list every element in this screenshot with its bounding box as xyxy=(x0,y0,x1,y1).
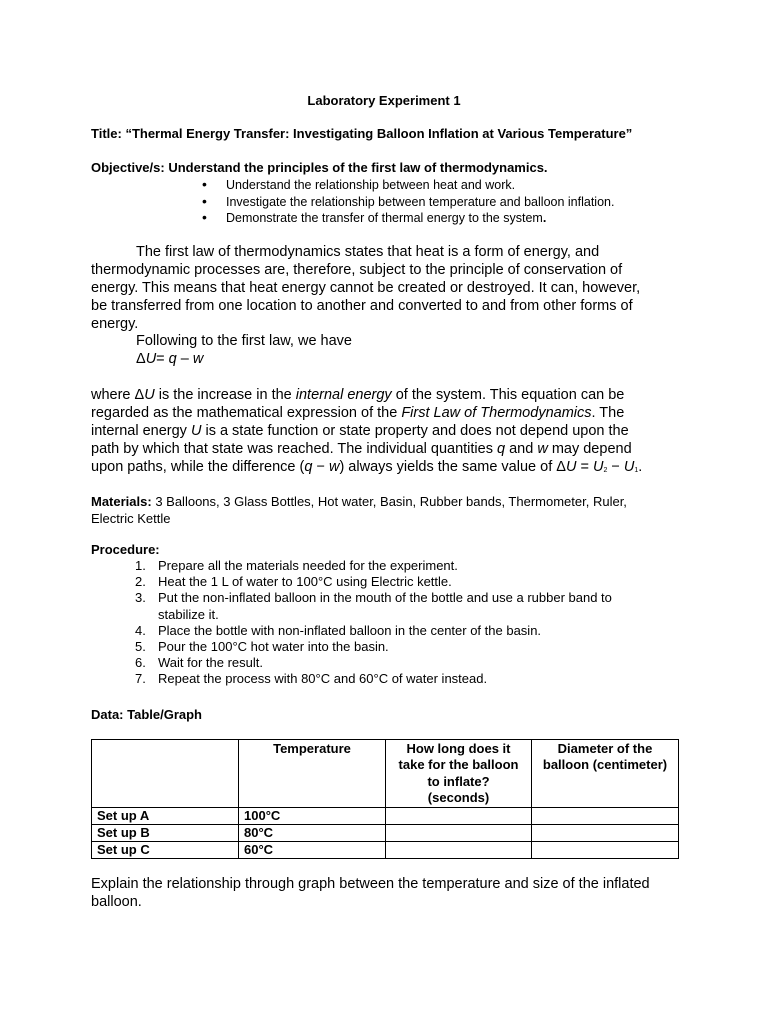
data-heading: Data: Table/Graph xyxy=(91,707,203,722)
list-item: 6. Wait for the result. xyxy=(135,655,263,671)
document-title: Laboratory Experiment 1 xyxy=(307,93,461,108)
first-law-paragraph: The first law of thermodynamics states that heat is a form of energy, and thermodynamic processes are, therefore, subject to the principle of conservation of energy. This means that heat energy cannot be created or destroyed. It can, however, be transferred from one location to another and converted to and from other forms of energy. xyxy=(91,244,641,332)
bullet-icon: • xyxy=(202,176,207,192)
table-header-row xyxy=(92,740,679,808)
table-header-inflate-time: How long does it take for the balloon to inflate? (seconds) xyxy=(386,740,532,808)
table-row: Set up B 80°C xyxy=(92,825,679,842)
list-item: 5. Pour the 100°C hot water into the basin. xyxy=(135,639,389,655)
bullet-icon: • xyxy=(202,209,207,225)
objectives-list xyxy=(202,177,614,227)
following-line: Following to the first law, we have xyxy=(136,333,352,349)
data-table xyxy=(91,739,679,859)
table-header-empty xyxy=(92,740,239,808)
materials-label: Materials: xyxy=(91,494,152,509)
list-item: • Investigate the relationship between temperature and balloon inflation. xyxy=(202,192,615,209)
procedure-heading: Procedure: xyxy=(91,542,160,557)
list-item: • Understand the relationship between heat and work. xyxy=(202,176,516,192)
explain-prompt: Explain the relationship through graph between the temperature and size of the inflated balloon. xyxy=(91,876,650,910)
list-item: stabilize it. xyxy=(158,606,219,622)
materials-section: Materials: 3 Balloons, 3 Glass Bottles, Hot water, Basin, Rubber bands, Thermometer, Ruler, Electric Kettle xyxy=(91,494,627,526)
list-item: • Demonstrate the transfer of thermal energy to the system. xyxy=(202,209,547,225)
procedure-steps xyxy=(135,558,612,688)
first-law-equation: ΔU= q – w xyxy=(136,351,204,367)
bullet-icon: • xyxy=(202,192,207,209)
list-item: 7. Repeat the process with 80°C and 60°C of water instead. xyxy=(135,671,488,687)
objective-text: Understand the principles of the first law of thermodynamics. xyxy=(164,160,548,175)
experiment-title xyxy=(91,126,632,141)
equation-block xyxy=(136,332,352,368)
list-item: 4. Place the bottle with non-inflated balloon in the center of the basin. xyxy=(135,622,542,638)
table-row: Set up A 100°C xyxy=(92,808,679,825)
table-header-diameter: Diameter of the balloon (centimeter) xyxy=(532,740,679,808)
list-item: 1. Prepare all the materials needed for the experiment. xyxy=(135,558,458,573)
objective-label: Objective/s: xyxy=(91,160,165,175)
title-text: “Thermal Energy Transfer: Investigating Balloon Inflation at Various Temperature” xyxy=(121,126,633,141)
table-row: Set up C 60°C xyxy=(92,842,679,859)
objective-heading xyxy=(91,160,548,175)
list-item: 2. Heat the 1 L of water to 100°C using Electric kettle. xyxy=(135,574,452,590)
table-header-temperature: Temperature xyxy=(239,740,386,808)
list-item: 3. Put the non-inflated balloon in the mouth of the bottle and use a rubber band to xyxy=(135,590,612,606)
internal-energy-paragraph: where ΔU is the increase in the internal energy of the system. This equation can be regarded as the mathematical expression of the First Law of Thermodynamics. The internal energy U is a state function or state property and does not depend upon the path by which that state was reached. The individual quantities q and w may depend upon paths, while the difference (q − w) always yields the same value of $\Delta U = U_2 - U_1$. xyxy=(91,387,643,475)
title-label: Title: xyxy=(91,126,122,141)
